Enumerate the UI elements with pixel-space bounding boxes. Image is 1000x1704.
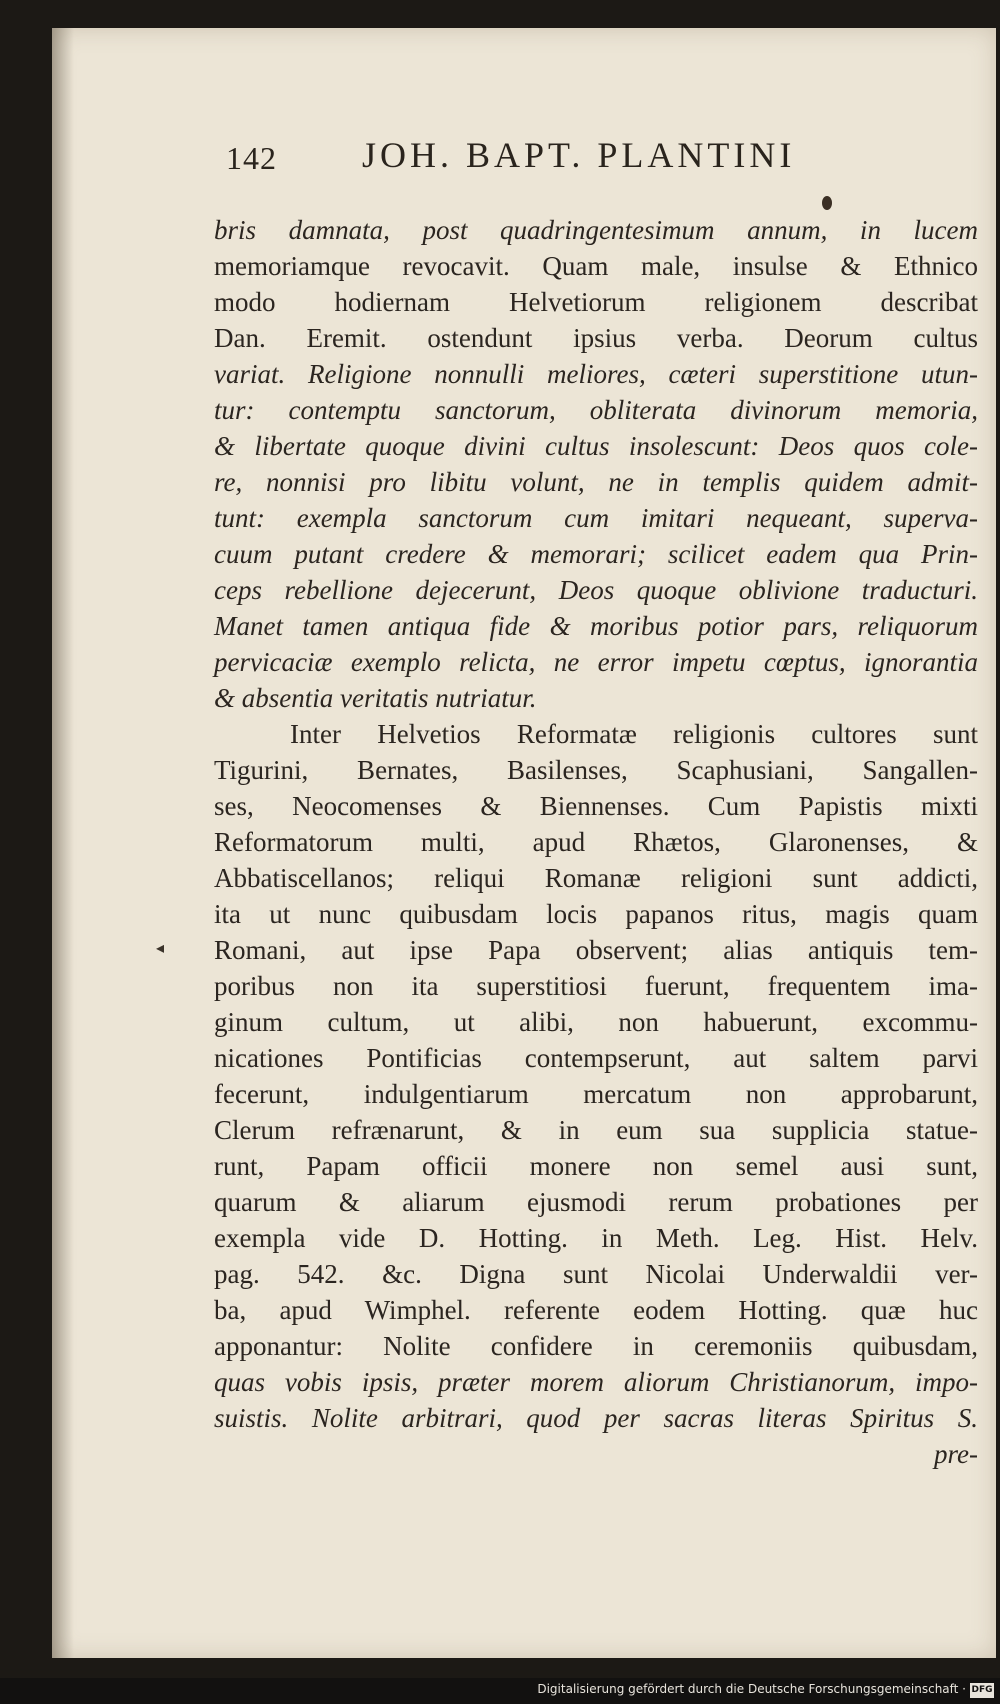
digitization-footer bbox=[0, 1678, 1000, 1704]
page-number: 142 bbox=[226, 140, 277, 176]
text-line: variat. Religione nonnulli meliores, cæteri superstitione utun- bbox=[214, 359, 978, 389]
text-line: pag. 542. &c. Digna sunt Nicolai Underwaldii ver- bbox=[214, 1259, 978, 1289]
text-line: quarum & aliarum ejusmodi rerum probationes per bbox=[214, 1187, 978, 1217]
ink-blot bbox=[822, 196, 832, 210]
page-gutter-shadow bbox=[52, 28, 74, 1658]
margin-mark: ◂ bbox=[156, 938, 165, 957]
text-line: Abbatiscellanos; reliqui Romanæ religioni sunt addicti, bbox=[214, 863, 978, 893]
text-line: ses, Neocomenses & Biennenses. Cum Papistis mixti bbox=[214, 791, 978, 821]
dfg-logo: DFG bbox=[970, 1683, 994, 1698]
text-line: Tigurini, Bernates, Basilenses, Scaphusiani, Sangallen- bbox=[214, 755, 978, 785]
text-line: Clerum refrænarunt, & in eum sua supplicia statue- bbox=[214, 1115, 978, 1145]
text-line: bris damnata, post quadringentesimum annum, in lucem bbox=[214, 215, 978, 245]
text-line: fecerunt, indulgentiarum mercatum non approbarunt, bbox=[214, 1079, 978, 1109]
text-line: poribus non ita superstitiosi fuerunt, frequentem ima- bbox=[214, 971, 978, 1001]
text-line: quas vobis ipsis, præter morem aliorum Christianorum, impo- bbox=[214, 1367, 978, 1397]
text-line: apponantur: Nolite confidere in ceremoniis quibusdam, bbox=[214, 1331, 978, 1361]
text-line: & libertate quoque divini cultus insolescunt: Deos quos cole- bbox=[214, 431, 978, 461]
running-head: JOH. BAPT. PLANTINI bbox=[362, 135, 796, 175]
page-header bbox=[226, 134, 826, 186]
text-line: memoriamque revocavit. Quam male, insulse & Ethnico bbox=[214, 251, 978, 281]
text-line: ba, apud Wimphel. referente eodem Hotting. quæ huc bbox=[214, 1295, 978, 1325]
text-line: Romani, aut ipse Papa observent; alias antiquis tem- bbox=[214, 935, 978, 965]
text-line: tunt: exempla sanctorum cum imitari nequeant, superva- bbox=[214, 503, 978, 533]
text-line: Inter Helvetios Reformatæ religionis cultores sunt bbox=[290, 719, 978, 749]
text-line: ceps rebellione dejecerunt, Deos quoque oblivione traducturi. bbox=[214, 575, 978, 605]
text-line: runt, Papam officii monere non semel ausi sunt, bbox=[214, 1151, 978, 1181]
text-line: cuum putant credere & memorari; scilicet eadem qua Prin- bbox=[214, 539, 978, 569]
text-line: nicationes Pontificias contempserunt, aut saltem parvi bbox=[214, 1043, 978, 1073]
body-text bbox=[214, 212, 978, 1472]
text-line: re, nonnisi pro libitu volunt, ne in templis quidem admit- bbox=[214, 467, 978, 497]
text-line: tur: contemptu sanctorum, obliterata divinorum memoria, bbox=[214, 395, 978, 425]
text-line: modo hodiernam Helvetiorum religionem describat bbox=[214, 287, 978, 317]
text-line: ginum cultum, ut alibi, non habuerunt, excommu- bbox=[214, 1007, 978, 1037]
text-line: pervicaciæ exemplo relicta, ne error impetu cœptus, ignorantia bbox=[214, 647, 978, 677]
text-line: Manet tamen antiqua fide & moribus potior pars, reliquorum bbox=[214, 611, 978, 641]
text-line: exempla vide D. Hotting. in Meth. Leg. Hist. Helv. bbox=[214, 1223, 978, 1253]
text-line: Dan. Eremit. ostendunt ipsius verba. Deorum cultus bbox=[214, 323, 978, 353]
text-line: suistis. Nolite arbitrari, quod per sacras literas Spiritus S. bbox=[214, 1403, 978, 1433]
text-line: & absentia veritatis nutriatur. bbox=[214, 683, 537, 713]
catchword: pre- bbox=[934, 1439, 978, 1469]
text-line: Reformatorum multi, apud Rhætos, Glaronenses, & bbox=[214, 827, 978, 857]
footer-credit: Digitalisierung gefördert durch die Deutsche Forschungsgemeinschaft · bbox=[537, 1682, 966, 1696]
text-line: ita ut nunc quibusdam locis papanos ritus, magis quam bbox=[214, 899, 978, 929]
